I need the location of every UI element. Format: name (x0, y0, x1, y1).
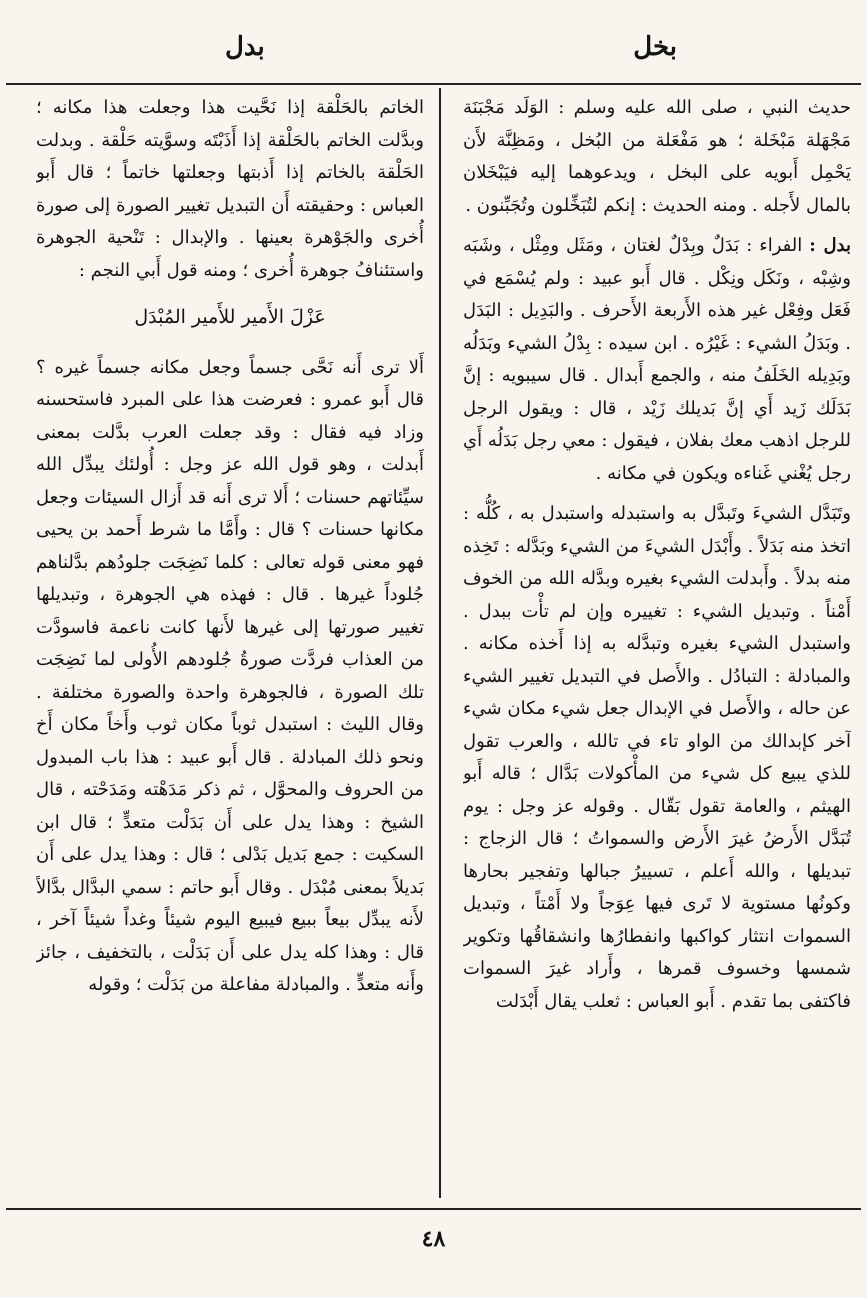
left-running-headword: بدل (225, 32, 265, 62)
right-running-headword: بخل (633, 32, 677, 62)
left-column-paragraph: أَلا ترى أَنه نَحَّى جسماً وجعل مكانه جسماً غيره ؟ قال أَبو عمرو : فعرضت هذا على المبرد فاستحسنه وزاد فيه فقال : وقد جعلت العرب بدَّلت بمعنى أَبدلت ، وهو قول الله عز وجل : أُولئك يبدِّل الله سيِّئاتهم حسنات ؛ أَلا ترى أَنه قد أَزال السيئات وجعل مكانها حسنات ؟ قال : وأَمَّا ما شرط أَحمد بن يحيى فهو معنى قوله تعالى : كلما نَضِجَت جلودُهم بدَّلناهم جُلوداً غيرها . قال : فهذه هي الجوهرة ، وتبديلها تغيير صورتها إلى غيرها لأَنها كانت ناعمة فاسودَّت من العذاب فردَّت صورةُ جُلودهم الأُولى لما نَضِجَت تلك الصورة ، فالجوهرة واحدة والصورة مختلفة . وقال الليث : استبدل ثوباً مكان ثوب وأَخاً مكان أَخ ونحو ذلك المبادلة . قال أَبو عبيد : هذا باب المبدول من الحروف والمحوَّل ، ثم ذكر مَدَهْته ومَدَحْته ، قال الشيخ : وهذا يدل على أَن بَدَلْت متعدٍّ ؛ قال ابن السكيت : جمع بَديل بَدْلى ؛ قال : وهذا يدل على أَن بَديلاً بمعنى مُبْدَل . وقال أَبو حاتم : سمي البدَّال بدَّالاً لأَنه يبدِّل بيعاً ببيع فيبيع اليوم شيئاً وغداً شيئاً آخر ، قال : وهذا كله يدل على أَن بَدَلْت ، بالتخفيف ، جائز وأَنه متعدٍّ . والمبادلة مفاعلة من بَدَلْت ؛ وقوله (36, 356, 424, 995)
poetry-verse: عَزْلَ الأَمير للأَمير المُبْدَل (134, 306, 326, 328)
right-column-paragraph: وتَبَدَّل الشيءَ وتَبدَّل به واستبدله واستبدل به ، كُلُّه : اتخذ منه بَدَلاً . وأَبْدَل الشيءَ من الشيء وبَدَّله : تَخِذه منه بدلاً . وأَبدلت الشيء بغيره وبدَّله الله من الخوف أَمْناً . وتبديل الشيء : تغييره وإن لم تأْت ببدل . واستبدل الشيء بغيره وتبدَّله به إذا أَخذه مكانه . والمبادلة : التبادُل . والأَصل في التبديل تغيير الشيء عن حاله ، والأَصل في الإبدال جعل شيء مكان شيء آخر كإبدالك من الواو تاء في تالله ، والعرب تقول للذي يبيع كل شيء من المأْكولات بَدَّال ؛ قاله أَبو الهيثم ، والعامة تقول بَقّال . وقوله عز وجل : يوم تُبَدَّل الأَرضُ غيرَ الأَرض والسمواتُ ؛ قال الزجاج : تبديلها ، والله أَعلم ، تسييرُ جبالها وتفجير بحارها وكونُها مستوية لا تَرى فيها عِوَجاً ولا أَمْتاً ، وتبديل السموات انتثار كواكبها وانفطارُها وانشقاقُها وتكوير شمسها وخسوف قمرها ، وأَراد غيرَ السموات فاكتفى بما تقدم . أَبو العباس : ثعلب يقال أَبْدَلت (463, 503, 851, 1012)
right-column-paragraph: الفراء : بَدَلٌ وبِدْلٌ لغتان ، ومَثَل ومِثْل ، وشَبَه وشِبْه ، ونَكَل ونِكْل . قال أَبو عبيد : ولم يُسْمَع في فَعَل وفِعْل غير هذه الأَربعة الأَحرف . والبَدِيل : البَدَل . وبَدَلُ الشيء : غَيْرُه . ابن سيده : بِدْلُ الشيء وبَدَلُه وبَدِيله الخَلَفُ منه ، والجمع أَبدال . قال سيبويه : إنَّ بَدَلَك زَيد أَي إنَّ بَديلك زَيْد ، قال : ويقول الرجل للرجل اذهب معك بفلان ، فيقول : معي رجل بَدَلُه أَي رجل يُغْني غَناءه ويكون في مكانه . (463, 235, 851, 484)
right-column-paragraph: حديث النبي ، صلى الله عليه وسلم : الوَلَد مَجْبَنَة مَجْهَلة مَبْخَلة ؛ هو مَفْعَلة من البُخل ، ومَظِنَّة لأَن يَحْمِل أَبويه على البخل ، ويدعوهما إليه فيَبْخَلان بالمال لأَجله . ومنه الحديث : إنكم لتُبَخِّلون وتُجَبِّنون . (463, 97, 851, 216)
entry-paragraph (463, 230, 851, 490)
page-header (0, 22, 867, 72)
column-divider (439, 88, 441, 1198)
left-column (36, 92, 424, 1197)
right-column (463, 92, 851, 1197)
entry-headword: بدل : (809, 235, 851, 256)
header-rule (6, 83, 861, 85)
footer-rule (6, 1208, 861, 1210)
page-number: ٤٨ (421, 1226, 446, 1252)
left-column-paragraph: الخاتم بالحَلْقة إذا نَحَّيت هذا وجعلت هذا مكانه ؛ وبدَّلت الخاتم بالحَلْقة إذا أَذَبْتَه وسوَّيته حَلْقة . وبدلت الحَلْقة بالخاتم إذا أَذبتها وجعلتها خاتماً ؛ قال أَبو العباس : وحقيقته أَن التبديل تغيير الصورة إلى صورة أُخرى والجَوْهرة بعينها . والإبدال : تَنْحية الجوهرة واستئنافُ جوهرة أُخرى ؛ ومنه قول أَبي النجم : (36, 97, 424, 281)
